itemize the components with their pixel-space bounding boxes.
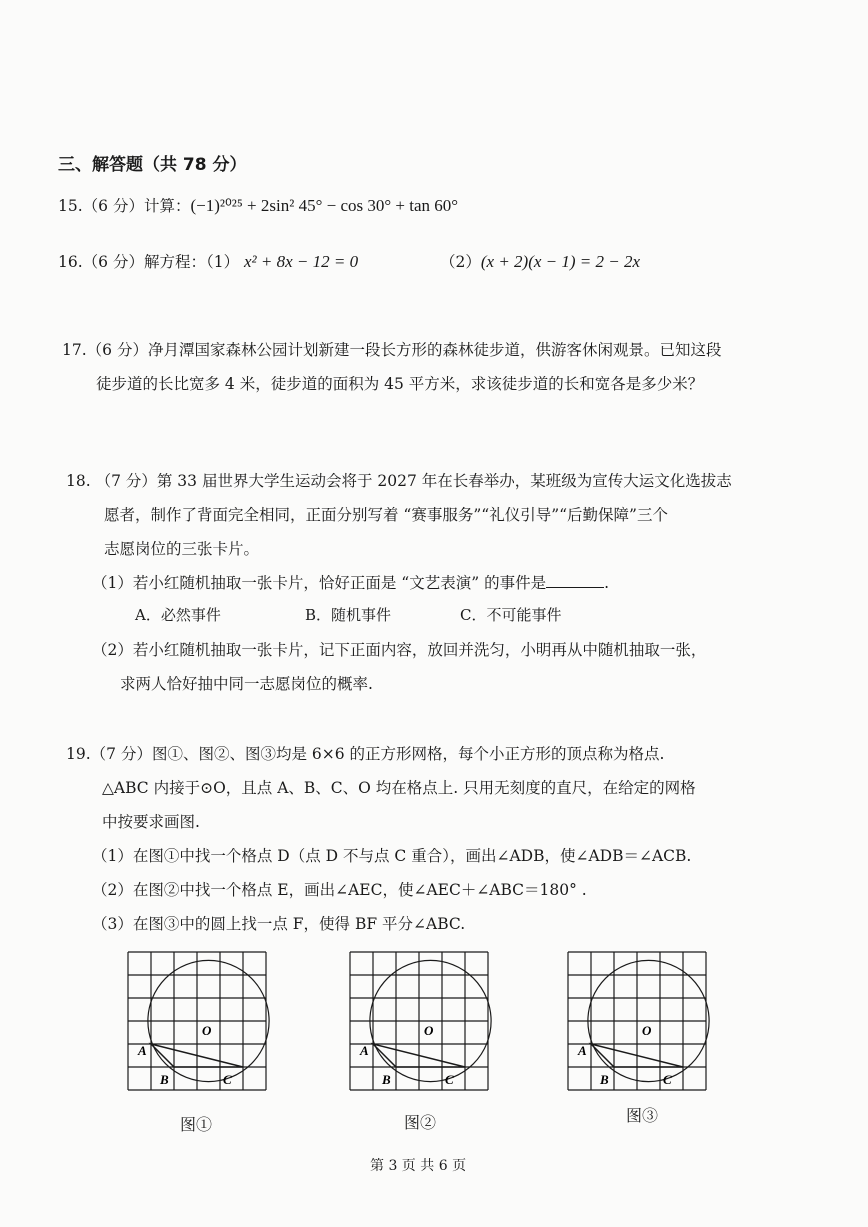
- q16-number: 16.（6 分）解方程：: [58, 253, 206, 271]
- figure-1-grid: [118, 944, 280, 1099]
- q19-line3: 中按要求画图.: [102, 813, 200, 831]
- figure-1-caption: 图①: [180, 1115, 213, 1134]
- label-a: A: [360, 1043, 369, 1058]
- label-a: A: [578, 1043, 587, 1058]
- q19-line2: △ABC 内接于⊙O，且点 A、B、C、O 均在格点上. 只用无刻度的直尺，在给定的网格: [102, 779, 696, 797]
- option-a: A．必然事件: [135, 606, 221, 624]
- q18-line3: 志愿岗位的三张卡片。: [104, 540, 260, 558]
- q16-part1-label: （1）: [205, 253, 240, 271]
- q18-part1-text: （1）若小红随机抽取一张卡片，恰好正面是 “文艺表演” 的事件是: [92, 574, 547, 592]
- q18-part1: [92, 571, 609, 593]
- q16-part1-equation: x² + 8x − 12 = 0: [244, 252, 359, 271]
- label-c: C: [223, 1072, 232, 1087]
- label-b: B: [600, 1072, 609, 1087]
- figure-3-grid: [558, 944, 720, 1099]
- figure-2-caption: 图②: [404, 1113, 437, 1132]
- question-15: [58, 194, 458, 216]
- label-c: C: [445, 1072, 454, 1087]
- q15-number: 15.（6 分）计算：: [58, 197, 191, 215]
- q19-line1: 19.（7 分）图①、图②、图③均是 6×6 的正方形网格，每个小正方形的顶点称为格点.: [66, 745, 665, 763]
- label-o: O: [642, 1023, 652, 1038]
- label-a: A: [138, 1043, 147, 1058]
- page-footer: 第 3 页 共 6 页: [370, 1158, 467, 1174]
- option-b: B．随机事件: [305, 606, 392, 624]
- q17-line1: 17.（6 分）净月潭国家森林公园计划新建一段长方形的森林徒步道，供游客休闲观景。已知这段: [62, 341, 722, 359]
- label-b: B: [160, 1072, 169, 1087]
- q16-part2: [440, 250, 640, 272]
- answer-blank: [546, 573, 604, 588]
- q18-part2-line2: 求两人恰好抽中同一志愿岗位的概率.: [120, 675, 373, 693]
- q18-line2: 愿者，制作了背面完全相同，正面分别写着 “赛事服务”“礼仪引导”“后勤保障”三个: [104, 506, 668, 524]
- label-o: O: [202, 1023, 212, 1038]
- figure-2-grid: [340, 944, 502, 1099]
- figure-3-caption: 图③: [626, 1106, 659, 1125]
- q19-part2: （2）在图②中找一个格点 E，画出∠AEC，使∠AEC＋∠ABC＝180° .: [92, 881, 587, 899]
- q17-line2: 徒步道的长比宽多 4 米，徒步道的面积为 45 平方米，求该徒步道的长和宽各是多少米？: [96, 375, 704, 393]
- q16-part2-equation: (x + 2)(x − 1) = 2 − 2x: [480, 252, 641, 271]
- q16-part2-label: （2）: [440, 253, 481, 271]
- option-c: C．不可能事件: [460, 606, 562, 624]
- q18-part1-period: .: [604, 574, 610, 592]
- label-c: C: [663, 1072, 672, 1087]
- q18-line1: 18. （7 分）第 33 届世界大学生运动会将于 2027 年在长春举办，某班级为宣传大运文化选拔志: [66, 472, 732, 490]
- q15-expression: (−1)²⁰²⁵ + 2sin² 45° − cos 30° + tan 60°: [190, 196, 459, 215]
- q18-part2-line1: （2）若小红随机抽取一张卡片，记下正面内容，放回并洗匀，小明再从中随机抽取一张，: [92, 641, 707, 659]
- question-16: [58, 250, 358, 272]
- q19-part3: （3）在图③中的圆上找一点 F，使得 BF 平分∠ABC.: [92, 915, 466, 933]
- q19-part1: （1）在图①中找一个格点 D（点 D 不与点 C 重合），画出∠ADB，使∠ADB＝∠ACB.: [92, 847, 692, 865]
- label-o: O: [424, 1023, 434, 1038]
- section-title: 三、解答题（共 78 分）: [58, 155, 247, 175]
- label-b: B: [382, 1072, 391, 1087]
